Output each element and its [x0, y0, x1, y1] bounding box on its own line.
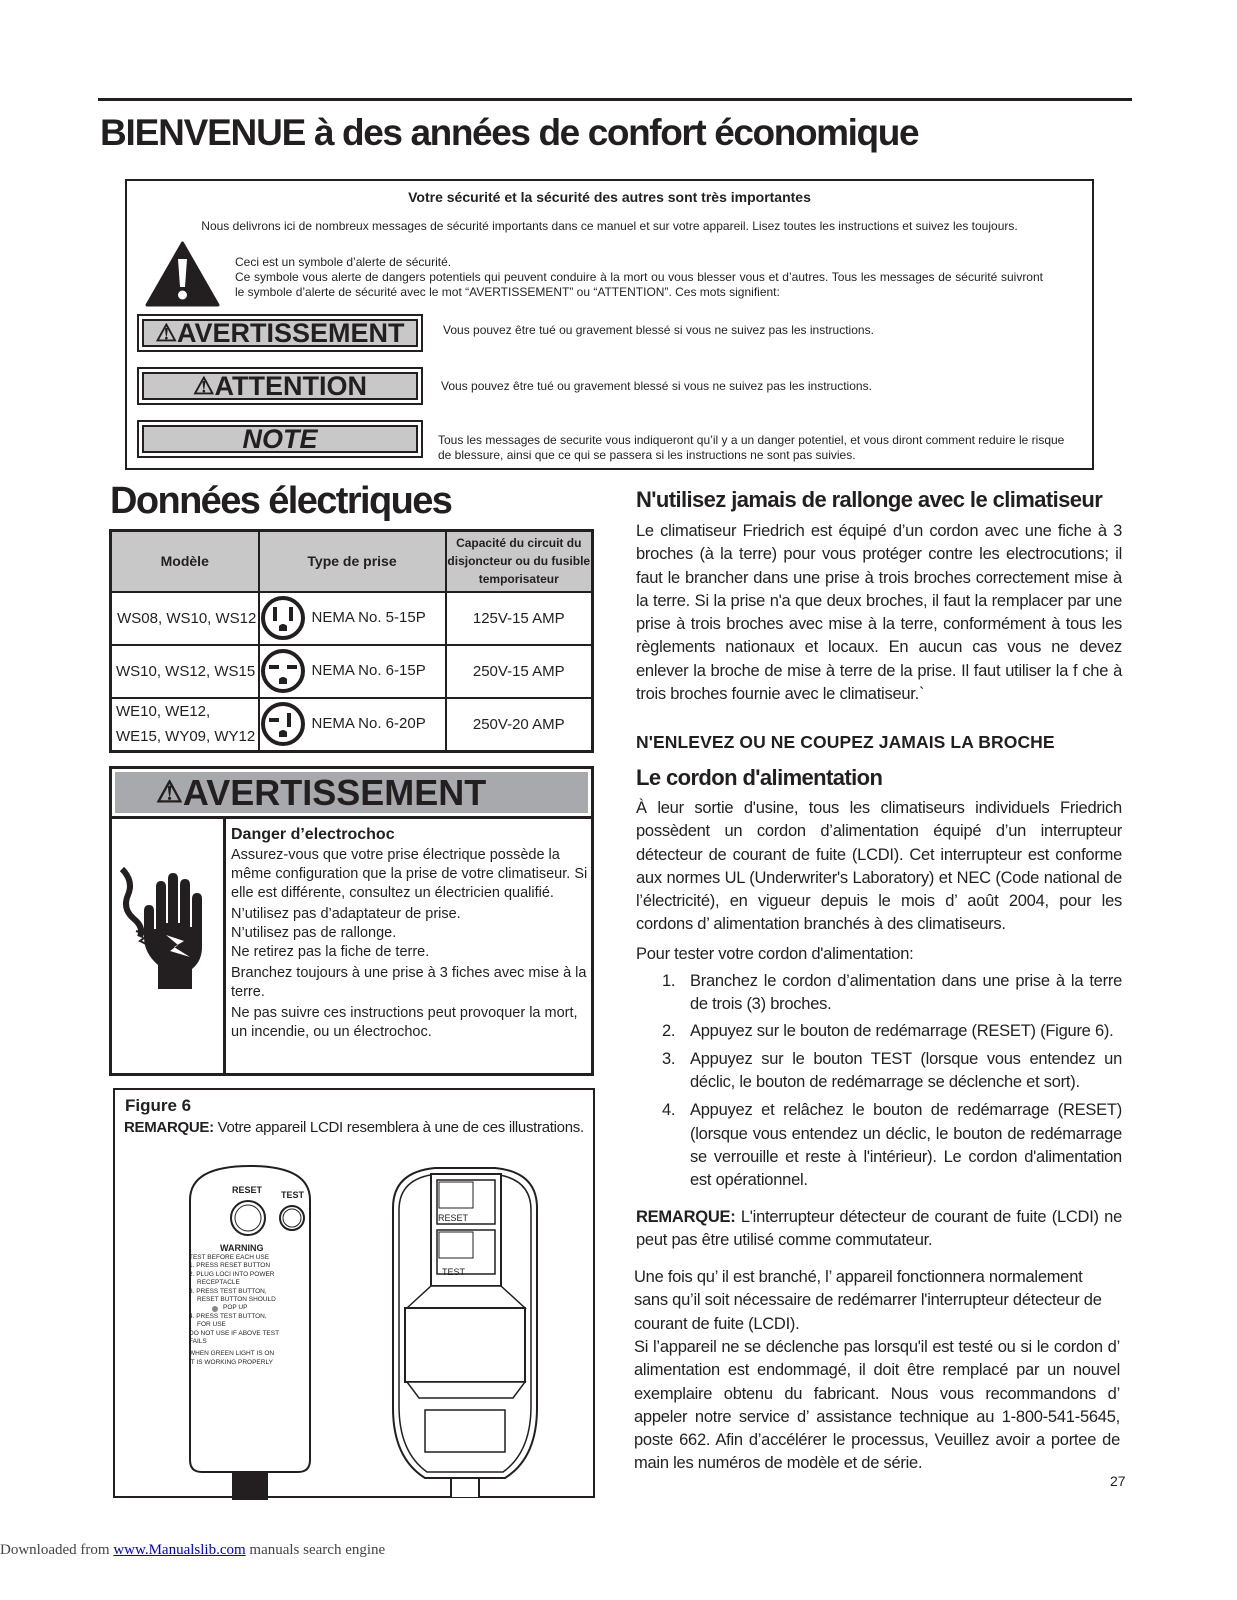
footer-prefix: Downloaded from: [0, 1542, 114, 1558]
shock-warning-paragraph: Ne pas suivre ces instructions peut provoquer la mort, un incendie, ou un électrochoc.: [231, 1005, 578, 1040]
list-item: 2. Appuyez sur le bouton de redémarrage (RESET) (Figure 6).: [662, 1021, 1114, 1040]
warning-signal-word: ⚠ AVERTISSEMENT: [137, 314, 423, 352]
footer-suffix: manuals search engine: [245, 1542, 386, 1558]
figure-note: REMARQUE: Votre appareil LCDI resemblera à une de ces illustrations.: [124, 1119, 584, 1136]
extension-cord-caps-warning: N'ENLEVEZ OU NE COUPEZ JAMAIS LA BROCHE: [636, 732, 1055, 752]
table-header-capacity: Capacité du circuit du disjoncteur ou du fusible temporisateur: [446, 531, 593, 592]
note-signal-word: NOTE: [137, 420, 423, 458]
plug-type-label: NEMA No. 6-15P: [311, 661, 426, 679]
lcdi-right-test-label: TEST: [442, 1267, 466, 1277]
warning-triangle-icon: ⚠: [156, 776, 183, 809]
table-cell-model: WE10, WE12, WE15, WY09, WY12: [111, 698, 259, 752]
page-number: 27: [1110, 1473, 1126, 1489]
table-cell-model: WS10, WS12, WS15: [111, 645, 259, 698]
lcdi-warning-label: WARNING: [220, 1243, 264, 1253]
table-row: [111, 592, 593, 645]
power-cord-paragraph-2: Si l’appareil ne se déclenche pas lorsqu'il est testé ou si le cordon d’ alimentation est endommagé, il doit être remplacé par un nouvel exemplaire obtenu du fabricant. Nous vous recommandons d’ appeler notre service d’ assistance technique au 1-800-541-5645, poste 662. Afin d’accélérer le processus, Veuillez avoir a portee de main les numéros de modèle et de série.: [634, 1338, 1120, 1473]
plug-type-label: NEMA No. 5-15P: [311, 608, 426, 626]
shock-warning-paragraph: N’utilisez pas de rallonge.: [231, 925, 397, 941]
nema-5-15-outlet-icon: [260, 595, 306, 641]
power-cord-remark: REMARQUE: L'interrupteur détecteur de courant de fuite (LCDI) ne peut pas être utilisé comme commutateur.: [636, 1208, 1122, 1250]
warning-description: Vous pouvez être tué ou gravement blessé si vous ne suivez pas les instructions.: [443, 323, 874, 337]
shock-warning-paragraph: Ne retirez pas la fiche de terre.: [231, 944, 430, 960]
shock-warning-heading: Danger d’electrochoc: [231, 826, 395, 843]
download-footer: [0, 1542, 385, 1559]
shock-warning-text: [231, 825, 591, 1044]
power-cord-heading: Le cordon d'alimentation: [636, 765, 883, 790]
page-title: BIENVENUE à des années de confort économique: [100, 112, 919, 153]
electrical-data-table: [109, 529, 594, 753]
table-row: [111, 645, 593, 698]
extension-cord-body: Le climatiseur Friedrich est équipé d’un cordon avec une fiche à 3 broches (à la terre) pour vous protéger contre les electrocutions; il faut le brancher dans une prise à trois broches correctement mise à la terre. Si la prise n'a que deux broches, il faut la remplacer par une prise à trois broches avec mise à la terre, conformément à tous les règlements nationaux et locaux. En aucun cas vous ne devez enlever la broche de mise à terre de la prise. Il faut utiliser la f che à trois broches fournie avec le climatiseur.`: [636, 522, 1122, 704]
manualslib-link[interactable]: www.Manualslib.com: [113, 1542, 246, 1558]
shock-warning-paragraph: Assurez-vous que votre prise électrique possède la même configuration que la prise de votre climatiseur. Si elle est différente, consultez un électricien qualifié.: [231, 847, 588, 901]
caution-description: Vous pouvez être tué ou gravement blessé si vous ne suivez pas les instructions.: [441, 379, 872, 393]
table-cell-capacity: 250V-15 AMP: [446, 645, 593, 698]
table-cell-capacity: 125V-15 AMP: [446, 592, 593, 645]
shock-warning-paragraph: Branchez toujours à une prise à 3 fiches avec mise à la terre.: [231, 965, 587, 1000]
nema-6-15-outlet-icon: [260, 648, 306, 694]
extension-cord-heading: N'utilisez jamais de rallonge avec le climatiseur: [636, 487, 1103, 512]
list-item: 3. Appuyez sur le bouton TEST (lorsque vous entendez un déclic, le bouton de redémarrage se déclenche et sort).: [662, 1049, 1122, 1092]
table-cell-capacity: 250V-20 AMP: [446, 698, 593, 752]
alert-triangle-icon: [145, 241, 220, 307]
caution-triangle-icon: ⚠: [193, 372, 215, 400]
table-cell-plug: [259, 592, 446, 645]
shock-warning-header: ⚠ AVERTISSEMENT: [112, 769, 591, 819]
lcdi-reset-label: RESET: [232, 1185, 263, 1195]
nema-6-20-outlet-icon: [260, 701, 306, 747]
lcdi-instructions: TEST BEFORE EACH USE 1. PRESS RESET BUTTON 2. PLUG LOCI INTO POWER RECEPTACLE 3. PRESS TEST BUTTON, RESET BUTTON SHOULD POP UP 4. PRESS TEST BUTTON, FOR USE DO NOT USE IF ABOVE TEST FAILS WHEN GREEN LIGHT IS ON IT IS WORKING PROPERLY: [189, 1254, 280, 1366]
table-header-row: [111, 531, 593, 592]
symbol-explanation: Ceci est un symbole d’alerte de sécurité. Ce symbole vous alerte de dangers potentiels qui peuvent conduire à la mort ou vous blesser vous et d’autres. Tous les messages de sécurité suivront le symbole d’alerte de sécurité avec le mot “AVERTISSEMENT” ou “ATTENTION”. Ces mots signifient:: [235, 255, 1043, 299]
lcdi-right-reset-label: RESET: [438, 1213, 469, 1223]
top-rule: [98, 98, 1132, 101]
list-item: 1. Branchez le cordon d’alimentation dans une prise à la terre de trois (3) broches.: [662, 972, 1122, 1014]
power-cord-test-intro: Pour tester votre cordon d'alimentation:: [636, 945, 914, 963]
table-row: [111, 698, 593, 752]
safety-box: [125, 179, 1094, 470]
lcdi-device-right-illustration: [385, 1158, 545, 1498]
shock-warning-box: [109, 766, 594, 1076]
table-header-model: Modèle: [111, 531, 259, 592]
caution-signal-word: ⚠ ATTENTION: [137, 367, 423, 405]
table-cell-plug: [259, 698, 446, 752]
shock-warning-paragraph: N’utilisez pas d’adaptateur de prise.: [231, 906, 461, 922]
plug-type-label: NEMA No. 6-20P: [311, 715, 426, 733]
note-description: Tous les messages de securite vous indiqueront qu’il y a un danger potentiel, et vous diront comment reduire le risque de blessure, ainsi que ce qui se passera si les instructions ne sont pas suivies.: [438, 433, 1065, 462]
warning-triangle-icon: ⚠: [155, 319, 177, 347]
figure-6: [113, 1088, 595, 1498]
power-cord-body: À leur sortie d'usine, tous les climatiseurs individuels Friedrich possèdent un cordon d’alimentation équipé d’un interrupteur détecteur de courant de fuite (LCDI). Cet interrupteur est conforme aux normes UL (Underwriter's Laboratory) et NEC (Code national de l’électricité), en vigueur depuis le mois d’ août 2004, pour les cordons d’ alimentation branchés à des climatiseurs.: [636, 799, 1122, 934]
figure-title: Figure 6: [125, 1096, 192, 1115]
table-cell-model: WS08, WS10, WS12: [111, 592, 259, 645]
electrical-data-title: Données électriques: [110, 480, 452, 522]
safety-heading: Votre sécurité et la sécurité des autres sont très importantes: [408, 189, 811, 205]
table-header-plug: Type de prise: [259, 531, 446, 592]
table-cell-plug: [259, 645, 446, 698]
safety-intro: Nous delivrons ici de nombreux messages de sécurité importants dans ce manuel et sur votre appareil. Lisez toutes les instructions et suivez les toujours.: [201, 219, 1018, 233]
power-cord-test-steps: [636, 970, 1122, 1193]
lcdi-test-label: TEST: [281, 1190, 305, 1200]
electric-shock-hand-icon: [118, 861, 214, 991]
power-cord-paragraph-1: Une fois qu’ il est branché, l’ appareil fonctionnera normalement sans qu’il soit nécessaire de redémarrer l'interrupteur détecteur de courant de fuite (LCDI).: [634, 1268, 1102, 1333]
list-item: 4. Appuyez et relâchez le bouton de redémarrage (RESET) (lorsque vous entendez un déclic, le bouton de redémarrage se verrouille et reste à l'intérieur). Le cordon d'alimentation est opérationnel.: [662, 1101, 1122, 1190]
divider: [223, 819, 226, 1074]
